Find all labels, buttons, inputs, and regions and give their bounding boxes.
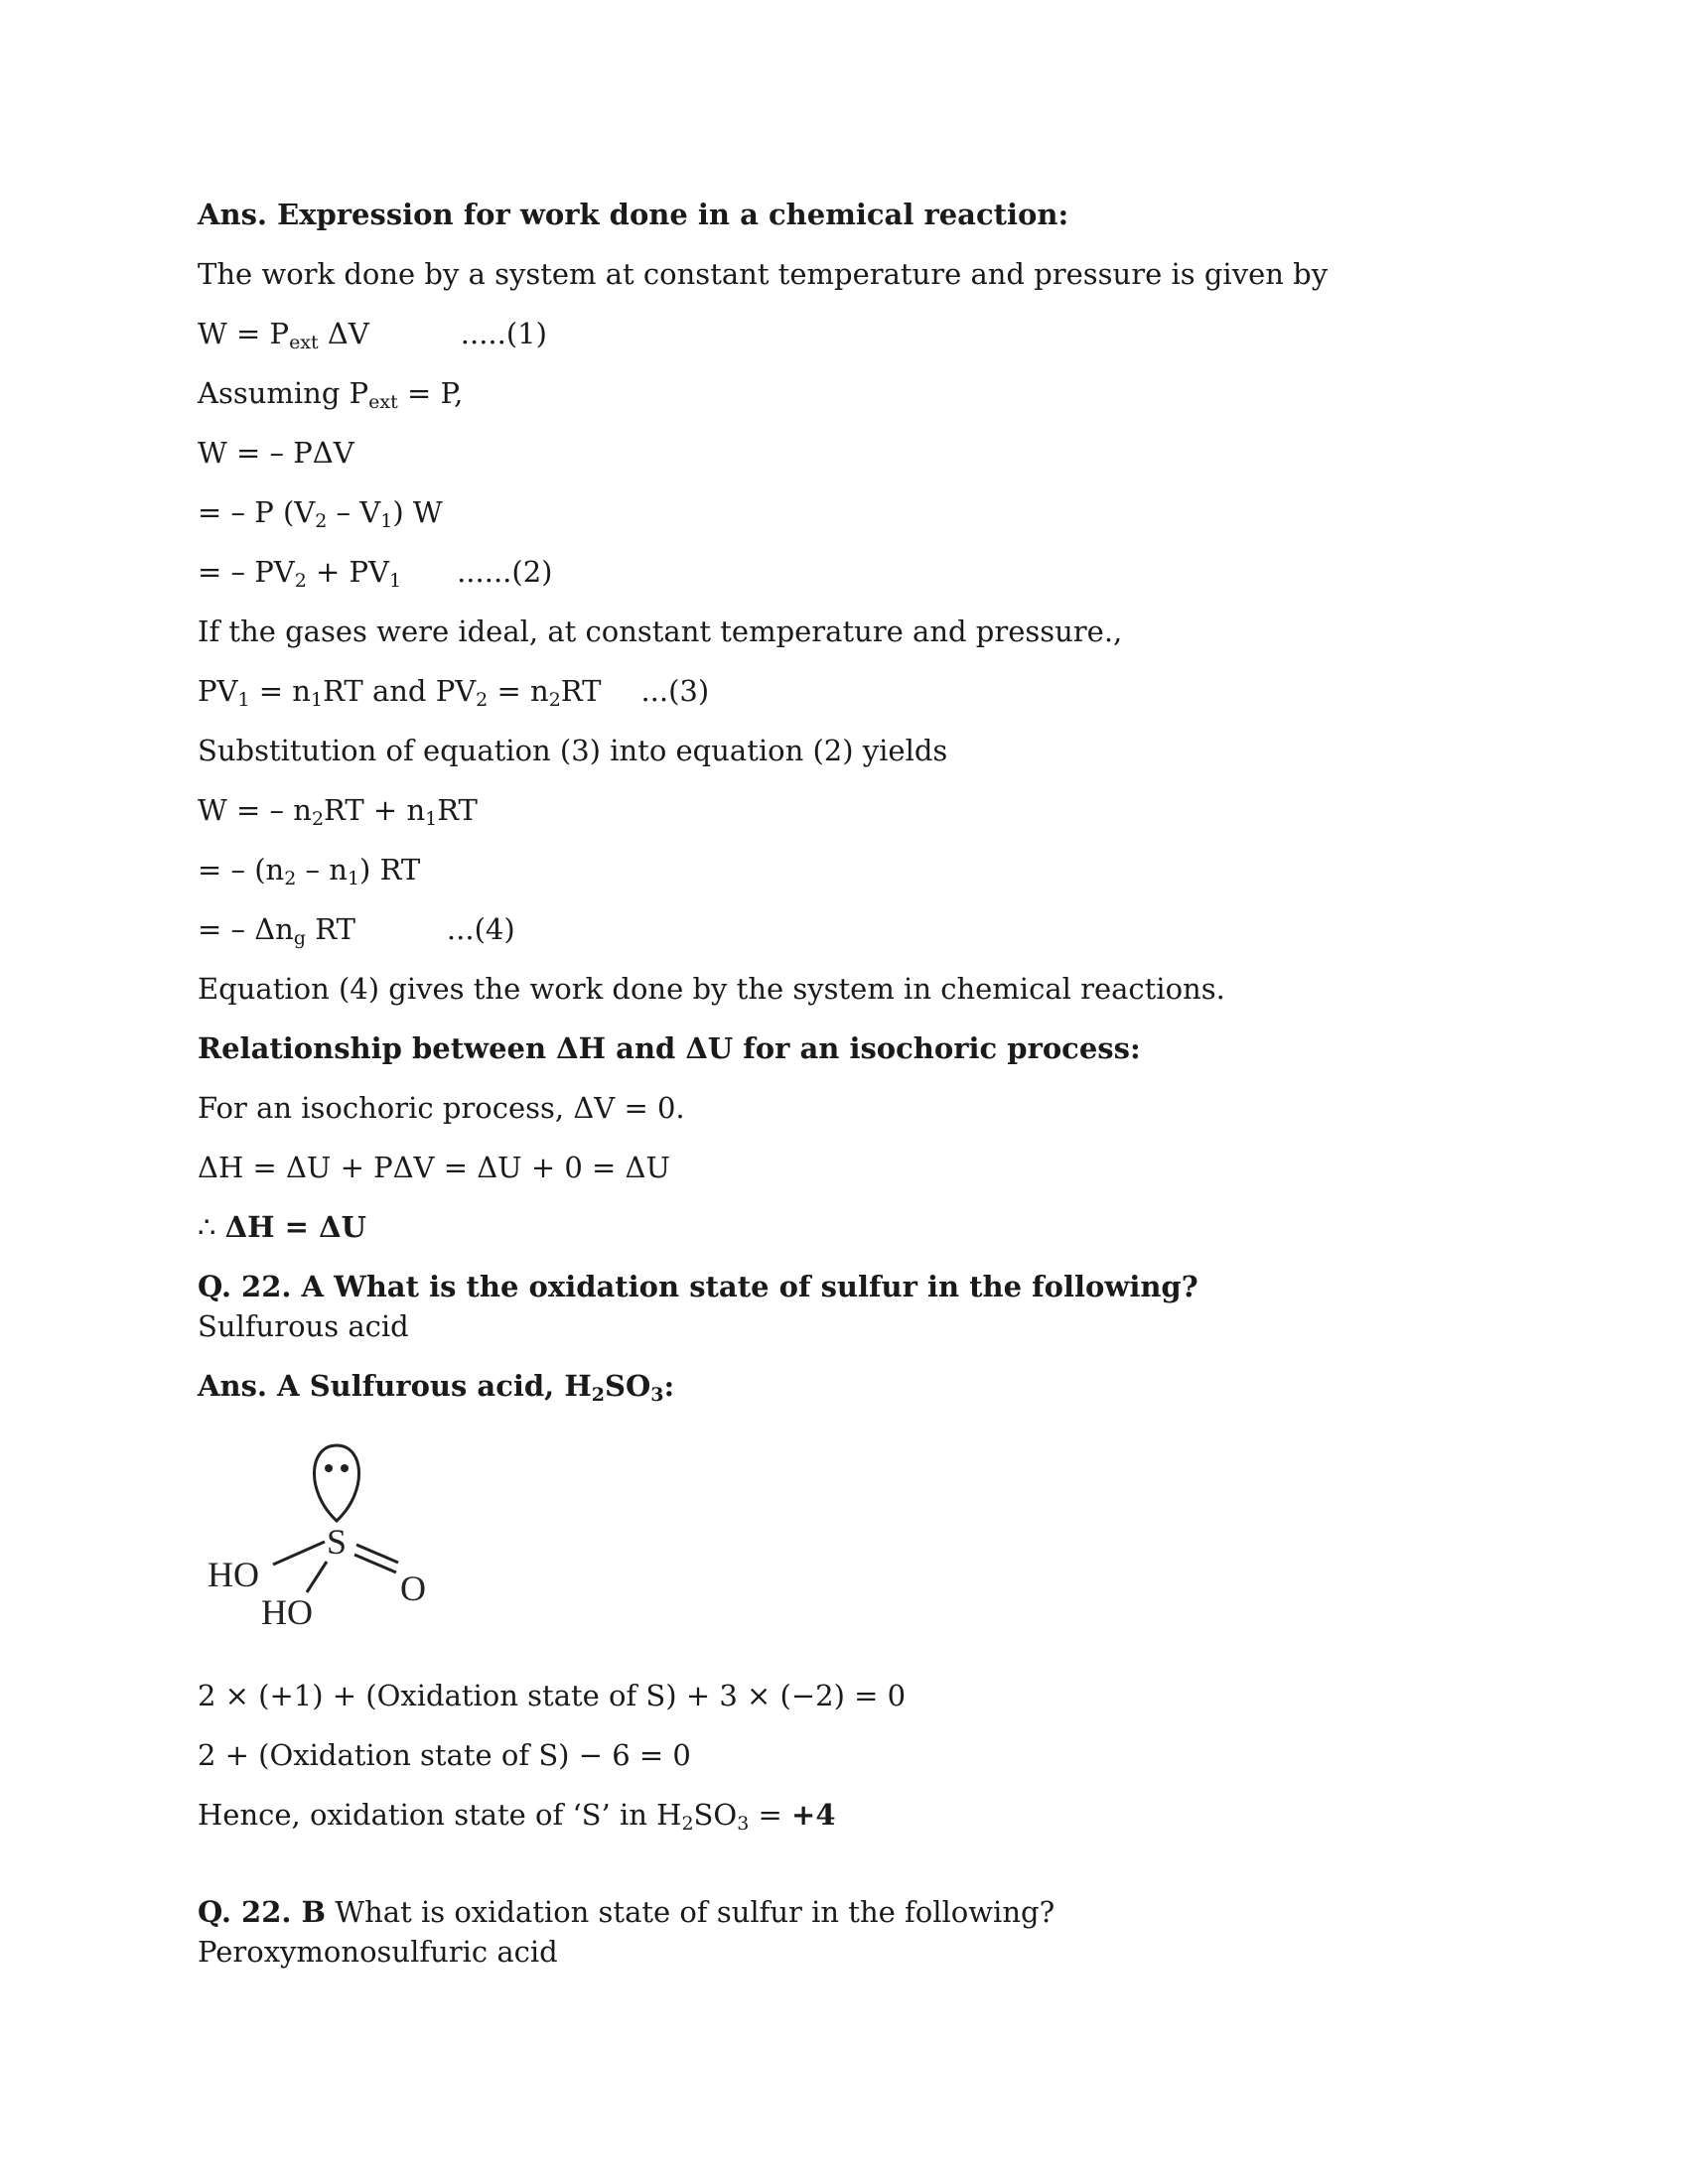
equation-tag: .....(1): [460, 317, 547, 350]
equation-volume-diff: = – P $(V_2 - V_1)$ W: [198, 495, 443, 532]
substitution-text: Substitution of equation (3) into equation (2) yields: [198, 734, 948, 767]
therefore-symbol: ∴: [198, 1210, 225, 1244]
equation-w-pdv: W = – PΔV: [198, 436, 354, 470]
isochoric-text: For an isochoric process, ΔV = 0.: [198, 1091, 685, 1125]
enthalpy-equation: ΔH = ΔU + PΔV = ΔU + 0 = ΔU: [198, 1151, 670, 1184]
calculation-2: 2 + (Oxidation state of S) − 6 = 0: [198, 1738, 691, 1772]
answer-heading: Ans. Expression for work done in a chemical reaction:: [198, 198, 1069, 231]
equation-4-text: Equation (4) gives the work done by the system in chemical reactions.: [198, 972, 1225, 1006]
equation-tag: ......(2): [457, 555, 553, 589]
structure-diagram: [198, 1426, 495, 1676]
lone-pair-lobe: [314, 1445, 358, 1521]
hydroxyl-label: HO: [261, 1592, 313, 1632]
question-22b-subject: Peroxymonosulfuric acid: [198, 1935, 558, 1969]
answer-22a-heading: Ans. A Sulfurous acid, $H_2SO_3$:: [198, 1369, 675, 1406]
question-22b: Q. 22. B What is oxidation state of sulfur in the following?: [198, 1895, 1055, 1929]
document-content: [198, 195, 1508, 1991]
question-22a-subject: Sulfurous acid: [198, 1309, 409, 1343]
equation-tag: ...(4): [446, 912, 515, 946]
single-bond: [307, 1562, 327, 1592]
intro-text: The work done by a system at constant temperature and pressure is given by: [198, 257, 1329, 291]
hydroxyl-label: HO: [208, 1555, 259, 1594]
equation-4: = – $\Delta n_g$ RT ...(4): [198, 912, 515, 949]
double-bond: [356, 1545, 398, 1563]
oxygen-atom-label: O: [400, 1569, 426, 1608]
equation-w-moles: W = – $n_2RT + n_1RT$: [198, 793, 478, 830]
equation-tag: ...(3): [640, 674, 710, 708]
equation-moles-diff: = – $(n_2 - n_1)$ RT: [198, 853, 421, 889]
relationship-heading: Relationship between ΔH and ΔU for an isochoric process:: [198, 1031, 1141, 1065]
sulfurous-acid-structure: [198, 1426, 495, 1676]
equation-1: $W = P_{ext}$ ΔV .....(1): [198, 317, 547, 353]
single-bond: [273, 1542, 325, 1565]
oxidation-state-value: +4: [791, 1798, 836, 1832]
equation-3: $PV_1 = n_1RT$ and $PV_2 = n_2RT$ ...(3): [198, 674, 710, 711]
equation-2: = – $PV_2 + PV_1$ ......(2): [198, 555, 553, 592]
hence-line: Hence, oxidation state of ‘S’ in $H_2SO_3 = +4$: [198, 1798, 836, 1835]
sulfur-atom-label: S: [327, 1522, 348, 1562]
calculation-1: 2 × (+1) + (Oxidation state of S) + 3 × (−2) = 0: [198, 1679, 907, 1712]
lone-pair-dot: [325, 1464, 333, 1472]
ideal-gas-text: If the gases were ideal, at constant temperature and pressure.,: [198, 614, 1123, 648]
double-bond: [354, 1555, 396, 1572]
assumption-line: Assuming $P_{ext} = P$,: [198, 376, 464, 413]
therefore-line: ∴ ΔH = ΔU: [198, 1210, 366, 1244]
lone-pair-dot: [341, 1464, 349, 1472]
question-22a: Q. 22. A What is the oxidation state of sulfur in the following?: [198, 1270, 1198, 1303]
